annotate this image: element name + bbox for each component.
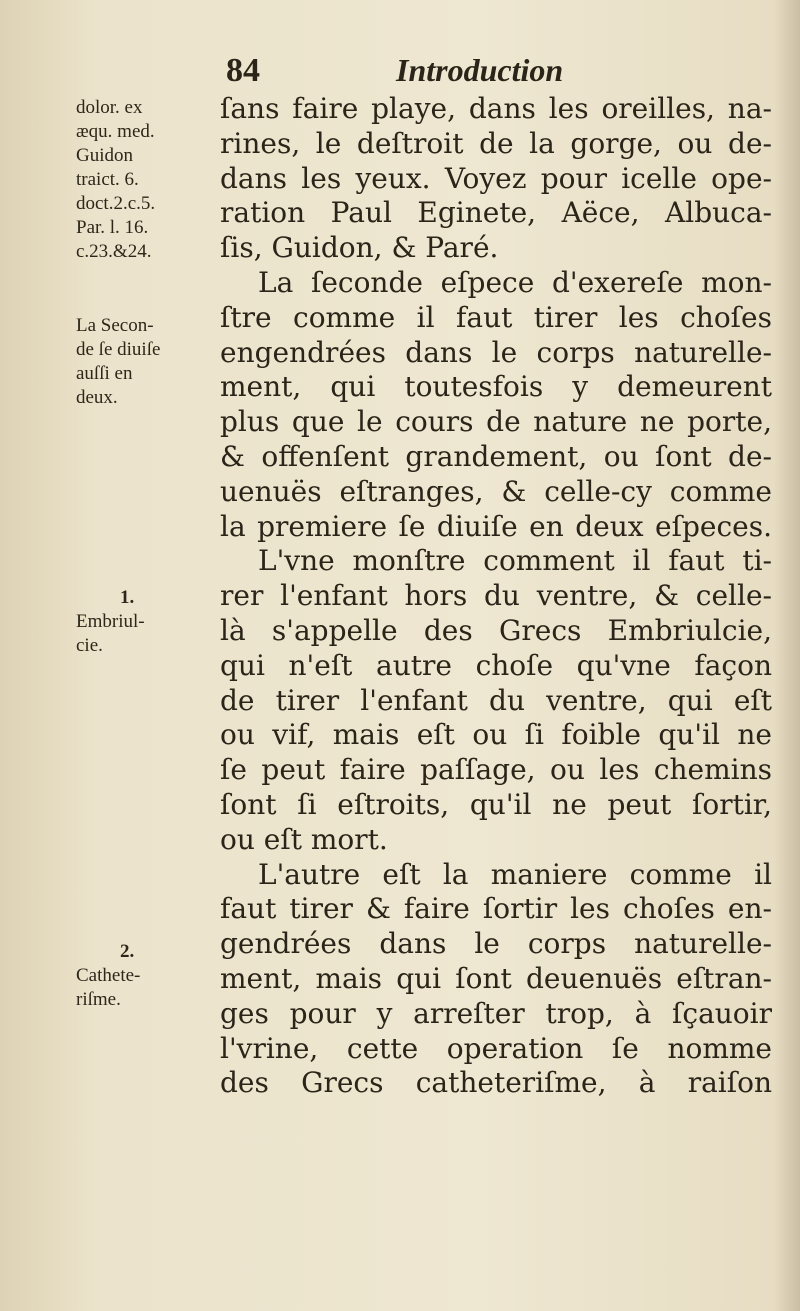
text-line: L'autre eſt la maniere comme il xyxy=(258,857,772,891)
text-line: ſans faire playe, dans les oreilles, na- xyxy=(220,92,772,125)
page-header xyxy=(226,52,596,94)
text-line: rer l'enfant hors du ventre, & celle- xyxy=(220,579,772,613)
margin-note-line: traict. 6. xyxy=(76,169,139,190)
margin-note-line: Guidon xyxy=(76,145,133,166)
margin-note-line: dolor. ex xyxy=(76,97,143,118)
margin-note-line: c.23.&24. xyxy=(76,241,152,262)
text-line: & offenſent grandement, ou ſont de- xyxy=(220,439,772,473)
text-line: ſont ſi eſtroits, qu'il ne peut ſortir, xyxy=(220,787,772,821)
text-line: des Grecs catheteriſme, à raiſon xyxy=(220,1066,772,1100)
text-line: l'vrine, cette operation ſe nomme xyxy=(220,1031,772,1065)
text-line: ſis, Guidon, & Paré. xyxy=(220,231,499,265)
text-line: plus que le cours de nature ne porte, xyxy=(220,405,772,439)
text-line: uenuës eſtranges, & celle-cy comme xyxy=(220,474,772,508)
margin-note-number: 1. xyxy=(120,587,135,608)
page-edge-shadow xyxy=(774,0,800,1311)
margin-note-embriulcie xyxy=(76,586,224,658)
main-text-block xyxy=(220,92,772,1101)
text-line: dans les yeux. Voyez pour icelle ope- xyxy=(220,161,772,195)
text-line: engendrées dans le corps naturelle- xyxy=(220,335,772,369)
margin-note-number: 2. xyxy=(120,941,135,962)
margin-note-line: Cathete- xyxy=(76,965,141,986)
margin-note-catheterisme xyxy=(76,940,224,1012)
text-line: qui n'eſt autre choſe qu'vne façon xyxy=(220,648,772,682)
text-line: faut tirer & faire ſortir les choſes en- xyxy=(220,892,772,926)
text-line: gendrées dans le corps naturelle- xyxy=(220,927,772,961)
text-line: ment, mais qui ſont deuenuës eſtran- xyxy=(220,961,772,995)
page-number: 84 xyxy=(226,52,260,89)
margin-note-second-species xyxy=(76,314,224,410)
text-line: rines, le deſtroit de la gorge, ou de- xyxy=(220,126,772,160)
margin-note-line: Par. l. 16. xyxy=(76,217,149,238)
text-line: de tirer l'enfant du ventre, qui eſt xyxy=(220,683,772,717)
text-line: ou eſt mort. xyxy=(220,822,388,856)
margin-note-line: Embriul- xyxy=(76,611,145,632)
text-line: La ſeconde eſpece d'exereſe mon- xyxy=(258,265,772,299)
margin-note-line: riſme. xyxy=(76,989,121,1010)
text-line: la premiere ſe diuiſe en deux eſpeces. xyxy=(220,509,772,543)
text-line: ou vif, mais eſt ou ſi foible qu'il ne xyxy=(220,718,772,752)
text-line: ment, qui toutesfois y demeurent xyxy=(220,370,772,404)
margin-note-line: æqu. med. xyxy=(76,121,155,142)
running-title: Introduction xyxy=(396,52,564,88)
margin-note-line: cie. xyxy=(76,635,103,656)
margin-note-line: de ſe diuiſe xyxy=(76,339,161,360)
text-line: ſe peut faire paſſage, ou les chemins xyxy=(220,753,772,787)
text-line: ration Paul Eginete, Aëce, Albuca- xyxy=(220,196,772,230)
text-line: ſtre comme il faut tirer les choſes xyxy=(220,300,772,334)
margin-note-line: La Secon- xyxy=(76,315,154,336)
margin-note-line: deux. xyxy=(76,387,118,408)
text-line: L'vne monſtre comment il faut ti- xyxy=(258,544,772,578)
text-line: là s'appelle des Grecs Embriulcie, xyxy=(220,613,772,647)
text-line: ges pour y arreſter trop, à ſçauoir xyxy=(220,996,772,1030)
margin-note-line: auſſi en xyxy=(76,363,133,384)
margin-note-references xyxy=(76,96,224,264)
margin-note-line: doct.2.c.5. xyxy=(76,193,156,214)
